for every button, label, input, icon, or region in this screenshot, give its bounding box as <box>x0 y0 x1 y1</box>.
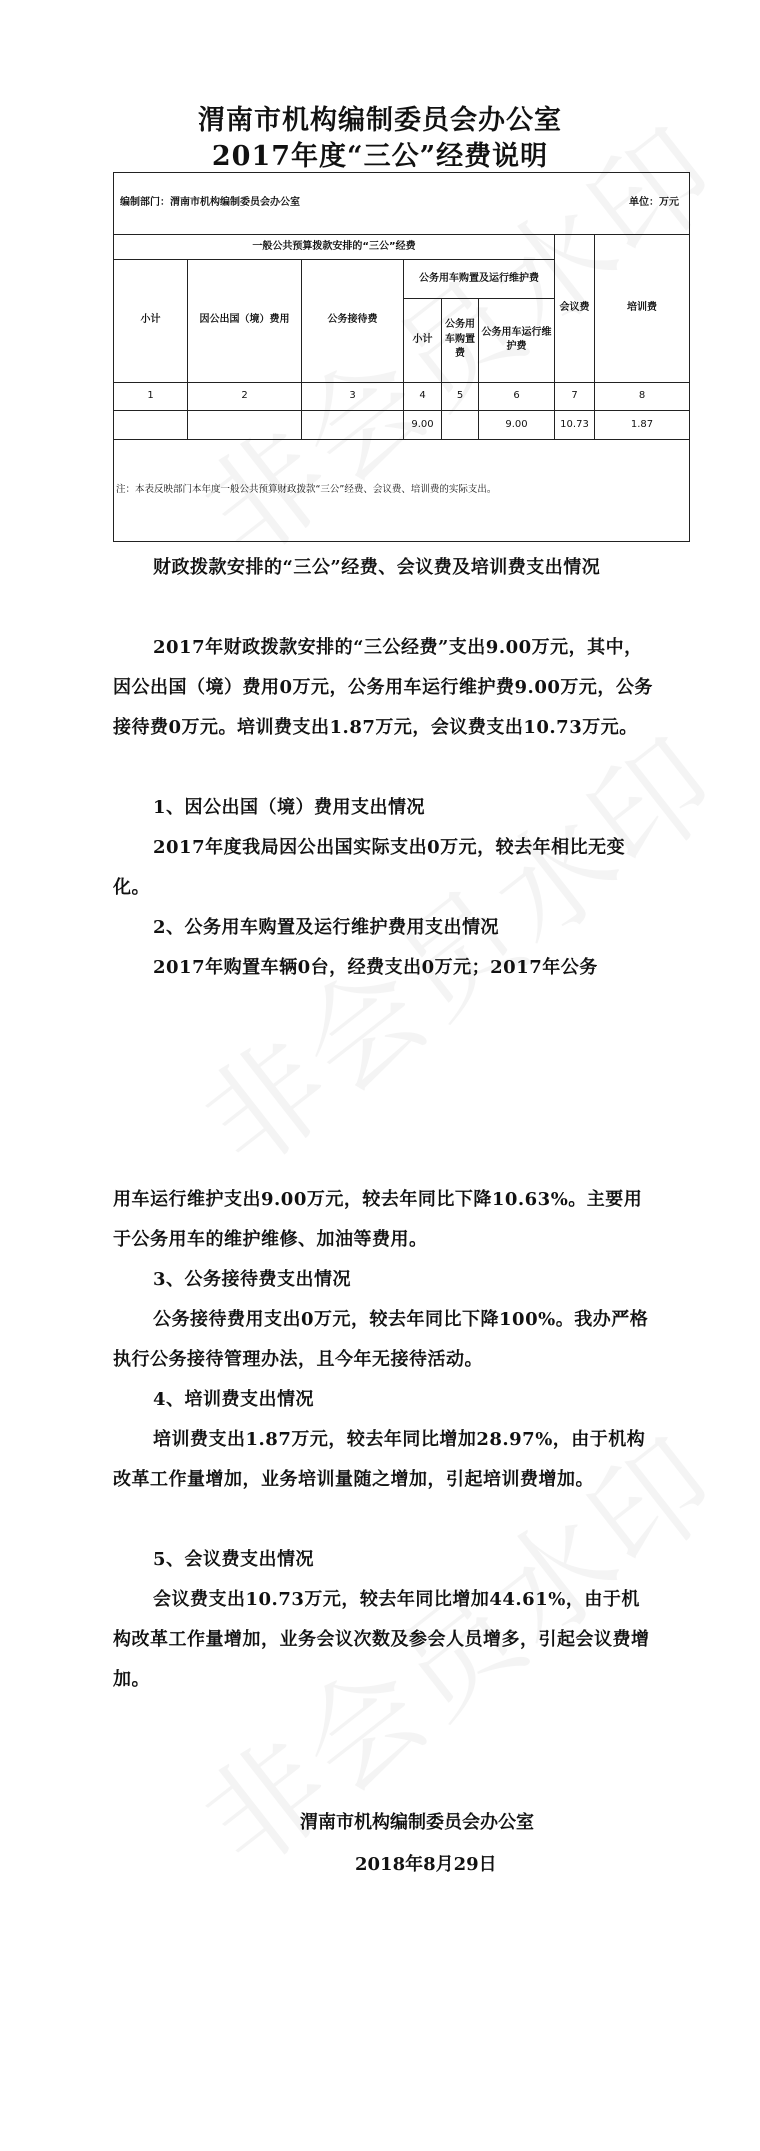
value-meeting: 10.73 <box>555 411 595 440</box>
col-header-subtotal: 小计 <box>114 259 188 382</box>
column-number: 4 <box>404 382 442 411</box>
heading-meeting: 5、会议费支出情况 <box>153 1549 315 1570</box>
value-vehicle-maintenance: 9.00 <box>479 411 555 440</box>
col-header-vehicle-subtotal: 小计 <box>404 298 442 382</box>
value-training: 1.87 <box>595 411 690 440</box>
table-note: 注：本表反映部门本年度一般公共预算财政拨款“三公”经费、会议费、培训费的实际支出。 <box>114 439 690 541</box>
signature-org: 渭南市机构编制委员会办公室 <box>300 1812 534 1833</box>
department-label: 编制部门：渭南市机构编制委员会办公室 <box>120 197 300 209</box>
paragraph-reception: 公务接待费用支出0万元，较去年同比下降100%。我办严格执行公务接待管理办法，且今年无接待活动。 <box>113 1309 649 1370</box>
value-vehicle-purchase <box>442 411 479 440</box>
value-reception <box>302 411 404 440</box>
unit-label: 单位：万元 <box>629 197 679 209</box>
paragraph-vehicle-part2: 用车运行维护支出9.00万元，较去年同比下降10.63%。主要用于公务用车的维护维修、加油等费用。 <box>113 1189 643 1250</box>
budget-table <box>113 172 690 542</box>
summary-paragraph: 2017年财政拨款安排的“三公经费”支出9.00万元，其中，因公出国（境）费用0万元，公务用车运行维护费9.00万元，公务接待费0万元。培训费支出1.87万元，会议费支出10.73万元。 <box>113 637 653 738</box>
heading-abroad: 1、因公出国（境）费用支出情况 <box>153 797 426 818</box>
paragraph-meeting: 会议费支出10.73万元，较去年同比增加44.61%，由于机构改革工作量增加，业务会议次数及参会人员增多，引起会议费增加。 <box>113 1589 650 1690</box>
col-header-vehicle-maintenance: 公务用车运行维护费 <box>479 298 555 382</box>
document-title-org: 渭南市机构编制委员会办公室 <box>198 105 562 136</box>
col-header-training: 培训费 <box>595 235 690 382</box>
section-title: 财政拨款安排的“三公”经费、会议费及培训费支出情况 <box>153 557 601 578</box>
value-row <box>114 411 690 440</box>
column-number: 7 <box>555 382 595 411</box>
value-vehicle-subtotal: 9.00 <box>404 411 442 440</box>
col-header-vehicle-group: 公务用车购置及运行维护费 <box>404 259 555 298</box>
column-number: 6 <box>479 382 555 411</box>
paragraph-abroad: 2017年度我局因公出国实际支出0万元，较去年相比无变化。 <box>113 837 626 898</box>
col-header-vehicle-purchase: 公务用车购置费 <box>442 298 479 382</box>
paragraph-vehicle-part1: 2017年购置车辆0台，经费支出0万元；2017年公务 <box>153 957 598 978</box>
group-header: 一般公共预算拨款安排的“三公”经费 <box>114 235 555 260</box>
document-title-subject: 2017年度“三公”经费说明 <box>211 141 549 172</box>
column-number: 5 <box>442 382 479 411</box>
col-header-abroad: 因公出国（境）费用 <box>188 259 302 382</box>
heading-training: 4、培训费支出情况 <box>153 1389 315 1410</box>
column-number: 8 <box>595 382 690 411</box>
paragraph-training: 培训费支出1.87万元，较去年同比增加28.97%，由于机构改革工作量增加，业务培训量随之增加，引起培训费增加。 <box>113 1429 646 1490</box>
column-number: 3 <box>302 382 404 411</box>
signature-date: 2018年8月29日 <box>355 1854 497 1875</box>
heading-reception: 3、公务接待费支出情况 <box>153 1269 352 1290</box>
column-number-row <box>114 382 690 411</box>
column-number: 1 <box>114 382 188 411</box>
col-header-meeting: 会议费 <box>555 235 595 382</box>
value-abroad <box>188 411 302 440</box>
col-header-reception: 公务接待费 <box>302 259 404 382</box>
heading-vehicle: 2、公务用车购置及运行维护费用支出情况 <box>153 917 500 938</box>
table-meta-row <box>114 173 690 235</box>
value-subtotal <box>114 411 188 440</box>
column-number: 2 <box>188 382 302 411</box>
